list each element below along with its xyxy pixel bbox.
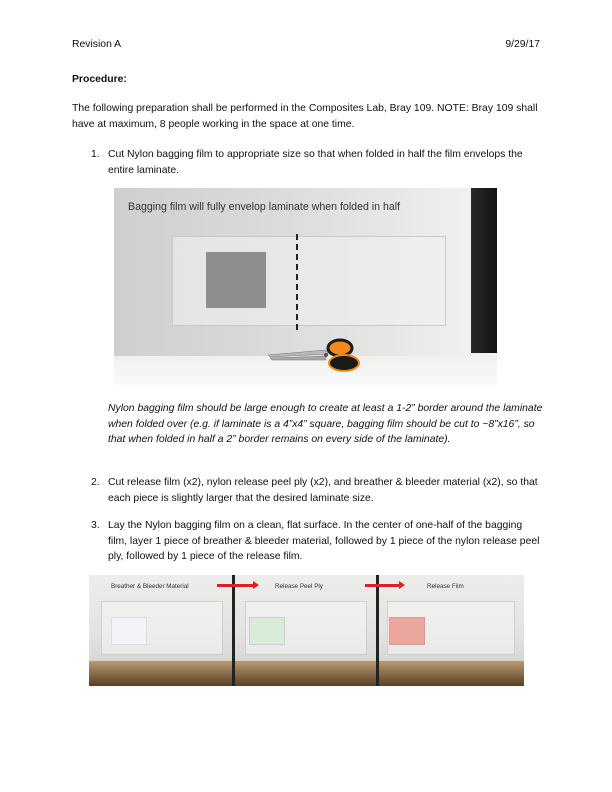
arrow-icon <box>365 584 401 587</box>
step-2 <box>91 475 542 506</box>
arrow-icon <box>217 584 255 587</box>
panel-label: Release Peel Ply <box>275 583 323 590</box>
step-number: 2. <box>91 477 100 488</box>
laminate-square <box>206 252 266 308</box>
peel-ply-swatch <box>249 617 285 645</box>
panel-release-film <box>379 575 524 686</box>
table-surface <box>379 661 524 686</box>
panel-label: Breather & Bleeder Material <box>111 583 189 590</box>
fold-line <box>296 234 298 330</box>
table-surface <box>235 661 376 686</box>
table-surface <box>89 661 232 686</box>
step-text: Lay the Nylon bagging film on a clean, flat surface. In the center of one-half of the bagging film, layer 1 piece of breather & bleeder material, followed by 1 piece of the nylon release peel ply, followed by 1 piece of the release film. <box>108 520 540 562</box>
scissors-icon <box>264 336 364 376</box>
breather-swatch <box>111 617 147 645</box>
step-number: 3. <box>91 520 100 531</box>
step-1 <box>91 147 542 178</box>
bagging-film-photo <box>114 188 497 385</box>
step-text: Cut Nylon bagging film to appropriate size so that when folded in half the film envelops the entire laminate. <box>108 149 523 176</box>
step-text: Cut release film (x2), nylon release peel ply (x2), and breather & bleeder material (x2), so that each piece is slightly larger that the desired laminate size. <box>108 477 538 504</box>
panel-label: Release Film <box>427 583 464 590</box>
panel-breather <box>89 575 232 686</box>
step-number: 1. <box>91 149 100 160</box>
procedure-heading: Procedure: <box>72 74 127 85</box>
layup-sequence-photos <box>89 575 524 686</box>
document-date: 9/29/17 <box>505 39 540 50</box>
step-3 <box>91 518 542 565</box>
figure-1-caption: Nylon bagging film should be large enough to create at least a 1-2” border around the laminate when folded over (e.g. if laminate is a 4”x4” square, bagging film should be cut to ~8”x16”, so that when folded in half a 2” border remains on every side of the laminate). <box>108 403 543 445</box>
background-wall <box>471 188 497 353</box>
intro-paragraph: The following preparation shall be performed in the Composites Lab, Bray 109. NOTE: Bray 109 shall have at maximum, 8 people working in the space at one time. <box>72 103 538 130</box>
panel-peel-ply <box>235 575 376 686</box>
figure-label: Bagging film will fully envelop laminate when folded in half <box>128 201 401 213</box>
revision-label: Revision A <box>72 39 122 50</box>
release-film-swatch <box>389 617 425 645</box>
